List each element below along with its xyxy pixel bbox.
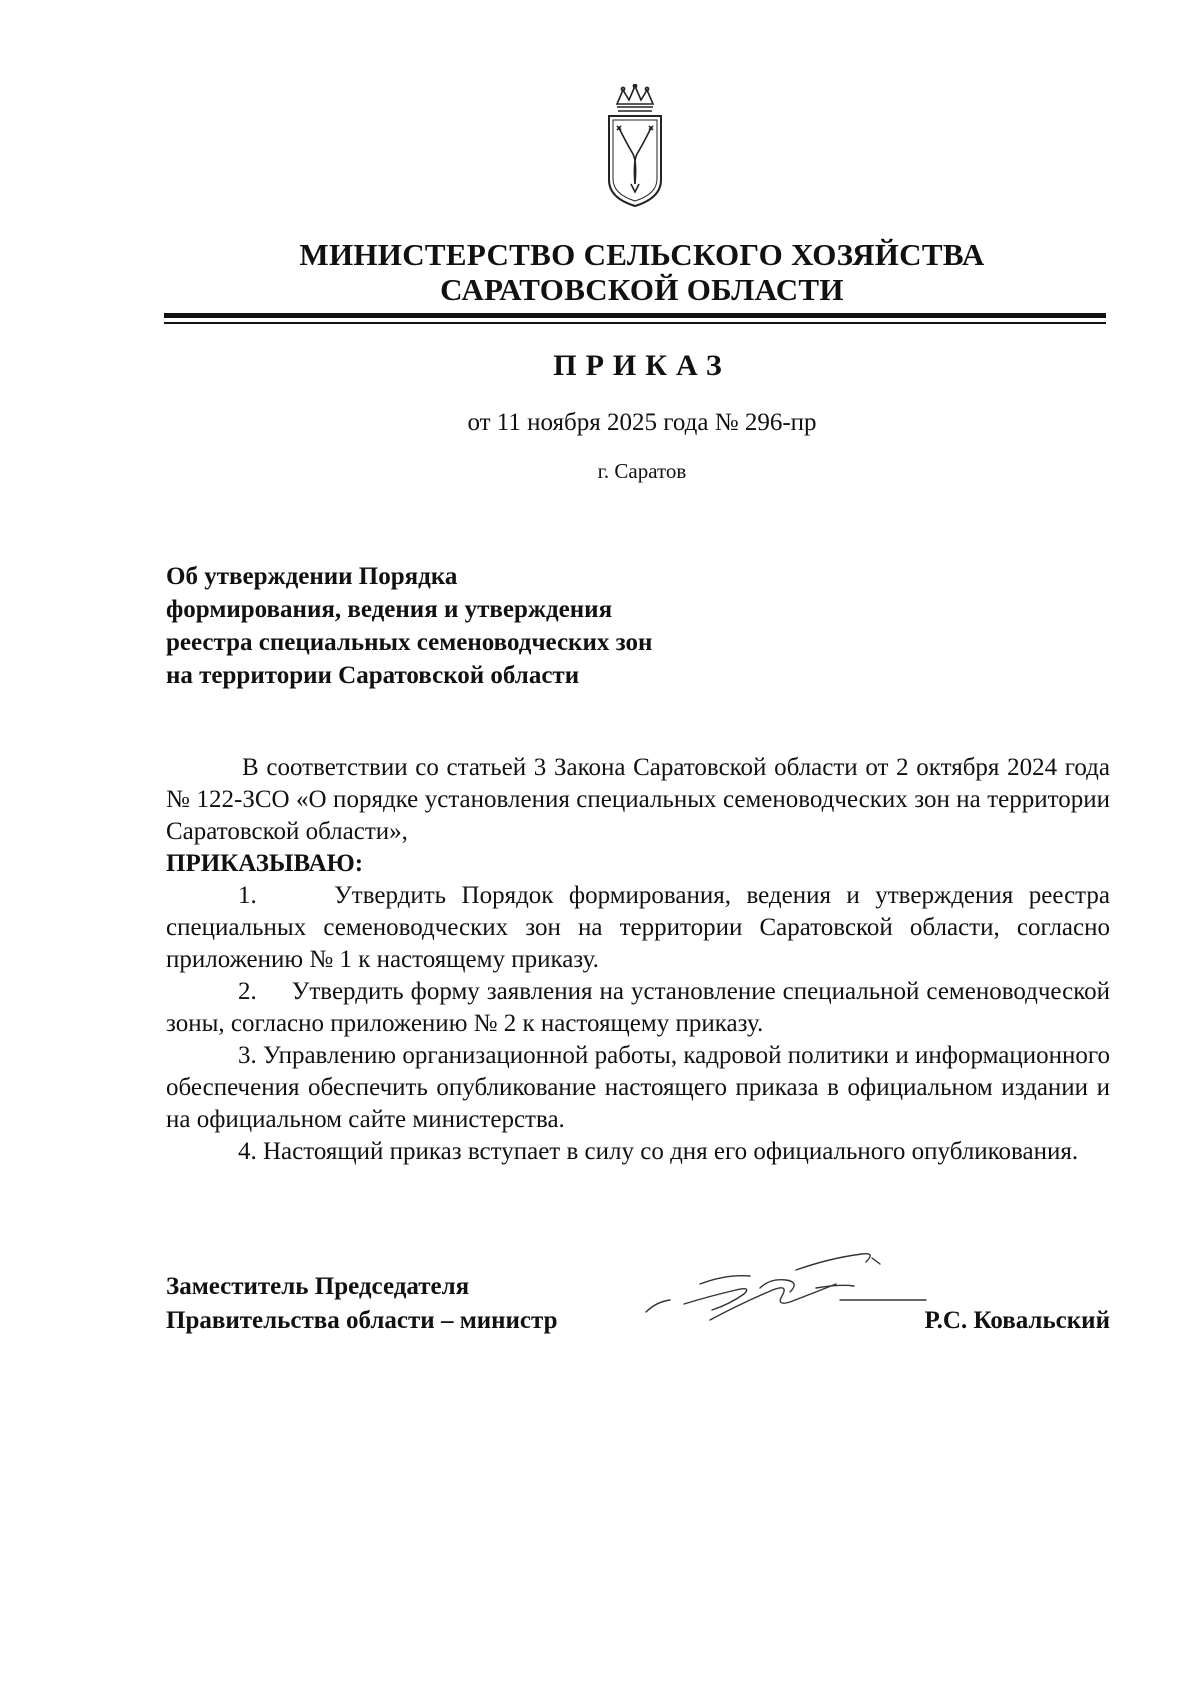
order-city: г. Саратов — [597, 459, 687, 483]
subject-line: формирования, ведения и утверждения — [166, 596, 613, 623]
header-divider-thick — [164, 313, 1106, 318]
saratov-coat-of-arms-icon — [603, 84, 667, 208]
order-item-1: 1. Утвердить Порядок формирования, ведения и утверждения реестра специальных семеноводческих зон на территории Саратовской области, согласно приложению № 1 к настоящему приказу. — [166, 882, 1110, 973]
order-body — [166, 752, 1110, 1168]
order-date-number: от 11 ноября 2025 года № 296-пр — [467, 409, 817, 436]
signatory-position-line1: Заместитель Председателя — [166, 1273, 470, 1300]
ministry-name-line1: МИНИСТЕРСТВО СЕЛЬСКОГО ХОЗЯЙСТВА — [299, 237, 985, 272]
subject-line: Об утверждении Порядка — [166, 563, 458, 590]
preamble-paragraph — [166, 752, 1110, 880]
preamble-text: В соответствии со статьей 3 Закона Саратовской области от 2 октября 2024 года № 122-ЗСО «О порядке установления специальных семеноводческих зон на территории Саратовской области», — [166, 754, 1110, 845]
order-subject — [166, 560, 866, 692]
signatory-position-line2: Правительства области – министр — [166, 1307, 558, 1334]
order-title: ПРИКАЗ — [553, 349, 731, 382]
order-item-4: 4. Настоящий приказ вступает в силу со дня его официального опубликования. — [238, 1138, 1079, 1165]
subject-line: реестра специальных семеноводческих зон — [166, 629, 653, 656]
ministry-name-line2: САРАТОВСКОЙ ОБЛАСТИ — [440, 272, 844, 307]
signatory-name: Р.С. Ковальский — [924, 1307, 1110, 1334]
subject-line: на территории Саратовской области — [166, 662, 580, 689]
header-divider-thin — [164, 322, 1106, 324]
handwritten-signature-icon — [640, 1244, 930, 1334]
order-word: ПРИКАЗЫВАЮ: — [166, 850, 364, 877]
order-item-3: 3. Управлению организационной работы, кадровой политики и информационного обеспечения обеспечить опубликование настоящего приказа в официальном издании и на официальном сайте министерства. — [166, 1042, 1110, 1133]
order-item-2: 2. Утвердить форму заявления на установление специальной семеноводческой зоны, согласно приложению № 2 к настоящему приказу. — [166, 978, 1110, 1037]
signatory-position — [166, 1270, 558, 1338]
